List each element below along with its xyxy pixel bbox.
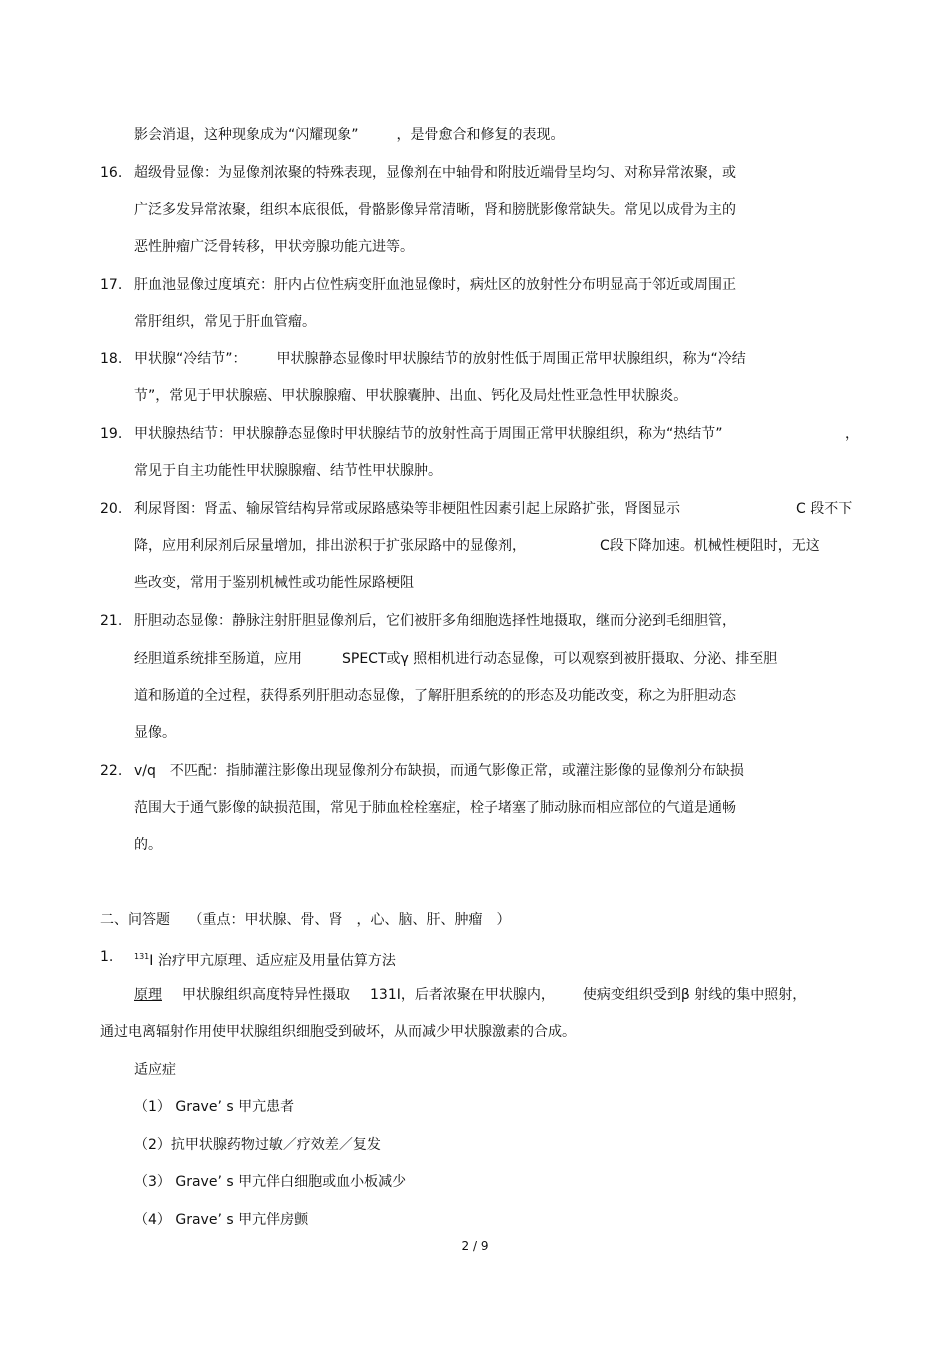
page-number: 2 / 9 (461, 1239, 489, 1253)
text-line: 些改变，常用于鉴别机械性或功能性尿路梗阻 (134, 575, 414, 591)
text-line: 广泛多发异常浓聚，组织本底很低，骨骼影像异常清晰，肾和膀胱影像常缺失。常见以成骨为主的 (134, 202, 736, 218)
item-number: 17. (100, 277, 123, 293)
text-line: 降，应用利尿剂后尿量增加，排出淤积于扩张尿路中的显像剂， (134, 538, 526, 554)
text-line: 范围大于通气影像的缺损范围，常见于肺血栓栓塞症，栓子堵塞了肺动脉而相应部位的气道是通畅 (134, 800, 736, 816)
text-line: 适应症 (134, 1062, 176, 1078)
text-line: 经胆道系统排至肠道，应用 (134, 651, 302, 667)
item-number: 20. (100, 501, 123, 517)
text-line: v/q 不匹配：指肺灌注影像出现显像剂分布缺损，而通气影像正常，或灌注影像的显像剂分布缺损 (134, 763, 744, 779)
list-item: （1） Grave’ s 甲亢患者 (134, 1099, 295, 1115)
text-line: 常肝组织，常见于肝血管瘤。 (134, 314, 316, 330)
section-heading: 二、问答题 （重点：甲状腺、骨、肾 ，心、脑、肝、肿瘤 ） (100, 912, 511, 928)
text-line: 通过电离辐射作用使甲状腺组织细胞受到破坏，从而减少甲状腺激素的合成。 (100, 1024, 576, 1040)
text-line: 显像。 (134, 725, 176, 741)
text-line: 节”，常见于甲状腺癌、甲状腺腺瘤、甲状腺囊肿、出血、钙化及局灶性亚急性甲状腺炎。 (134, 388, 688, 404)
text-line: 恶性肿瘤广泛骨转移，甲状旁腺功能亢进等。 (134, 239, 414, 255)
text-line: C段下降加速。机械性梗阻时，无这 (600, 538, 820, 554)
list-item: （2）抗甲状腺药物过敏／疗效差／复发 (134, 1137, 381, 1153)
item-number: 19. (100, 426, 123, 442)
text-line: C 段不下 (796, 501, 853, 517)
text-line: 超级骨显像：为显像剂浓聚的特殊表现，显像剂在中轴骨和附肢近端骨呈均匀、对称异常浓聚，或 (134, 165, 736, 181)
item-number: 16. (100, 165, 123, 181)
text-line: 原理 甲状腺组织高度特异性摄取 131I，后者浓聚在甲状腺内， 使病变组织受到β 射线的集中照射， (134, 987, 807, 1003)
text-line: 道和肠道的全过程，获得系列肝胆动态显像，了解肝胆系统的的形态及功能改变，称之为肝胆动态 (134, 688, 736, 704)
principle-label: 原理 (134, 987, 162, 1003)
item-number: 22. (100, 763, 123, 779)
item-number: 21. (100, 613, 123, 629)
text-line: SPECT或γ 照相机进行动态显像，可以观察到被肝摄取、分泌、排至胆 (342, 651, 778, 667)
text-line: 利尿肾图：肾盂、输尿管结构异常或尿路感染等非梗阻性因素引起上尿路扩张，肾图显示 (134, 501, 680, 517)
text-line: 常见于自主功能性甲状腺腺瘤、结节性甲状腺肿。 (134, 463, 442, 479)
question-title: $^{131}$I 治疗甲亢原理、适应症及用量估算方法 (134, 952, 396, 969)
text-line: 肝胆动态显像：静脉注射肝胆显像剂后，它们被肝多角细胞选择性地摄取，继而分泌到毛细胆管， (134, 613, 736, 629)
text-line: ， (845, 426, 859, 442)
list-item: （4） Grave’ s 甲亢伴房颤 (134, 1212, 309, 1228)
text-line: 的。 (134, 837, 162, 853)
question-number: 1. (100, 949, 114, 965)
text-line: 影会消退，这种现象成为“闪耀现象” ，是骨愈合和修复的表现。 (134, 127, 565, 143)
item-number: 18. (100, 351, 123, 367)
text-line: 甲状腺热结节：甲状腺静态显像时甲状腺结节的放射性高于周围正常甲状腺组织，称为“热结节” (134, 426, 723, 442)
text-line: 肝血池显像过度填充：肝内占位性病变肝血池显像时，病灶区的放射性分布明显高于邻近或周围正 (134, 277, 736, 293)
list-item: （3） Grave’ s 甲亢伴白细胞或血小板减少 (134, 1174, 407, 1190)
text-line: 甲状腺“冷结节”： 甲状腺静态显像时甲状腺结节的放射性低于周围正常甲状腺组织，称为“冷结 (134, 351, 746, 367)
